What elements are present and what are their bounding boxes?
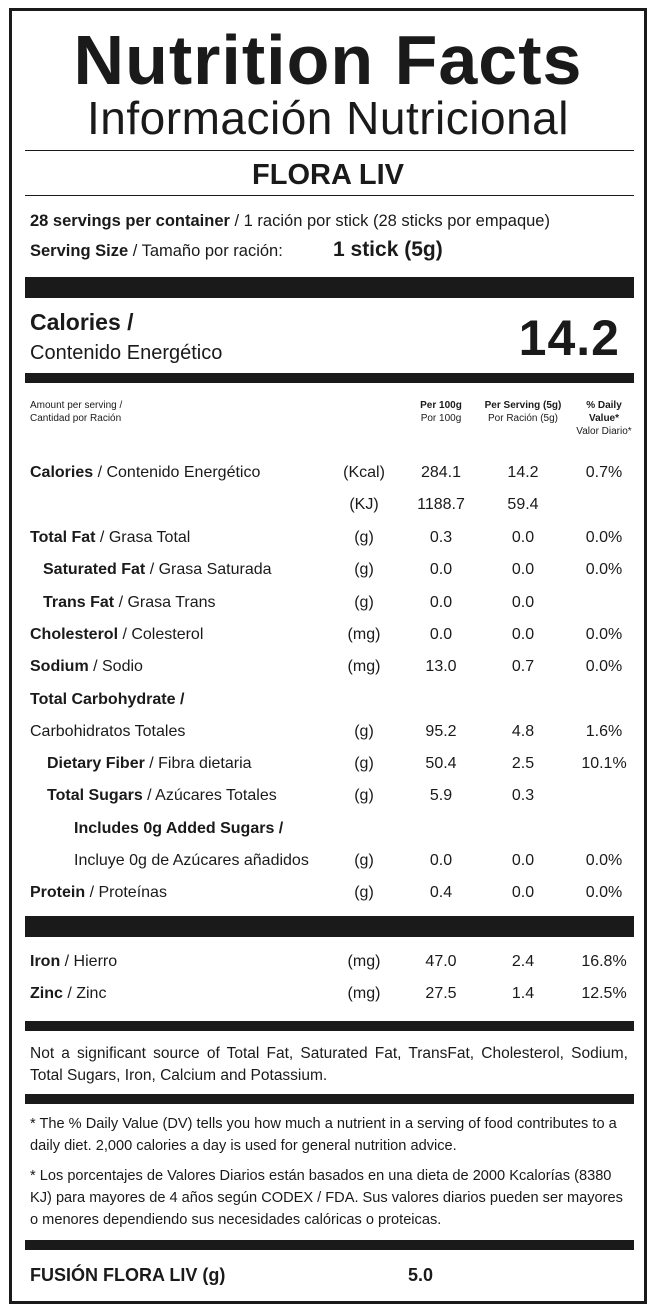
servings-per-container-es: / 1 ración por stick (28 sticks por empaque) <box>229 212 550 230</box>
per-serving-value: 0.0 <box>511 561 535 578</box>
daily-value-header-es: Valor Diario* <box>576 426 632 437</box>
nutrient-name-en: Includes 0g Added Sugars / <box>74 820 284 837</box>
nutrient-name-es: / Proteínas <box>85 884 167 901</box>
nutrient-row <box>12 526 644 550</box>
thick-bar <box>25 277 634 298</box>
nutrient-name <box>30 982 106 1006</box>
daily-value: 1.6% <box>585 723 623 740</box>
nutrient-name <box>30 881 167 905</box>
per-100g-value: 0.0 <box>429 626 453 643</box>
daily-value-header-en2: Value* <box>588 413 620 424</box>
nutrient-name-en: Trans Fat <box>43 594 115 611</box>
nutrient-name <box>30 461 260 485</box>
daily-value: 10.1% <box>581 755 627 772</box>
nutrient-unit: (g) <box>354 787 374 804</box>
footnote-es: * Los porcentajes de Valores Diarios están basados en una dieta de 2000 Kcalorías (8380 KJ) para mayores de 4 años según CODEX / FDA. Sus valores diarios pueden ser mayores o menores dependiendo sus necesidades calóricas o proteicas. <box>30 1168 623 1228</box>
amount-header-es: Cantidad por Ración <box>30 413 122 424</box>
medium-bar <box>25 1021 634 1031</box>
per-100g-value: 0.4 <box>429 884 453 901</box>
nutrient-row <box>12 881 644 905</box>
nutrient-row <box>12 817 644 841</box>
per-100g-header <box>400 399 482 425</box>
nutrient-name-es: / Hierro <box>60 953 118 970</box>
servings-per-container-en: 28 servings per container <box>30 212 230 230</box>
nutrient-name-en: Total Carbohydrate / <box>30 691 185 708</box>
nutrient-row <box>12 982 644 1006</box>
per-serving-value: 0.0 <box>511 852 535 869</box>
thick-bar <box>25 916 634 937</box>
daily-value: 0.7% <box>585 464 623 481</box>
per-serving-value: 0.0 <box>511 884 535 901</box>
medium-bar <box>25 1094 634 1104</box>
per-serving-value: 2.5 <box>511 755 535 772</box>
nutrient-name-en: Calories <box>30 464 94 481</box>
per-serving-value: 0.0 <box>511 594 535 611</box>
daily-value: 16.8% <box>581 953 627 970</box>
nutrient-name-es: / Fibra dietaria <box>144 755 252 772</box>
nutrient-name-en: Total Sugars <box>47 787 143 804</box>
nutrient-unit: (g) <box>354 561 374 578</box>
daily-value-header <box>564 399 644 438</box>
fusion-label: FUSIÓN FLORA LIV (g) <box>30 1265 226 1285</box>
nutrient-row <box>12 784 644 808</box>
nutrition-label <box>9 8 647 1304</box>
nutrient-name-es: / Grasa Total <box>95 529 191 546</box>
nutrient-name-en: Total Fat <box>30 529 96 546</box>
nutrient-name <box>30 688 184 712</box>
nutrient-name-es: / Contenido Energético <box>93 464 261 481</box>
per-serving-value: 4.8 <box>511 723 535 740</box>
per-serving-value: 14.2 <box>507 464 539 481</box>
nutrient-name-es: / Grasa Trans <box>114 594 216 611</box>
daily-value: 0.0% <box>585 626 623 643</box>
nutrient-name-es: / Colesterol <box>118 626 204 643</box>
per-100g-value: 284.1 <box>420 464 462 481</box>
nutrient-name-en: Protein <box>30 884 86 901</box>
nutrient-name <box>47 752 252 776</box>
per-100g-value: 95.2 <box>425 723 457 740</box>
nutrient-row <box>12 623 644 647</box>
nutrient-row <box>12 688 644 712</box>
nutrient-row <box>12 950 644 974</box>
nutrient-name <box>30 655 143 679</box>
per-100g-value: 50.4 <box>425 755 457 772</box>
medium-bar <box>25 1240 634 1250</box>
nutrient-unit: (g) <box>354 594 374 611</box>
nutrient-row <box>12 655 644 679</box>
nutrient-unit: (KJ) <box>349 496 379 513</box>
nutrient-name-es: / Sodio <box>88 658 143 675</box>
nutrient-unit: (g) <box>354 529 374 546</box>
nutrient-row <box>12 493 644 517</box>
nutrient-name <box>30 526 190 550</box>
per-serving-value: 0.7 <box>511 658 535 675</box>
nutrient-name-es: Incluye 0g de Azúcares añadidos <box>74 852 309 869</box>
nutrient-unit: (mg) <box>347 953 381 970</box>
nutrient-row <box>12 849 644 873</box>
nutrient-name <box>43 558 272 582</box>
nutrient-name <box>30 623 203 647</box>
fusion-value: 5.0 <box>408 1265 434 1285</box>
product-name: FLORA LIV <box>252 159 404 191</box>
per-serving-header-es: Por Ración (5g) <box>487 413 559 424</box>
nutrient-name-es: Carbohidratos Totales <box>30 723 186 740</box>
nutrient-name-en: Dietary Fiber <box>47 755 145 772</box>
per-serving-value: 0.3 <box>511 787 535 804</box>
per-100g-value: 0.3 <box>429 529 453 546</box>
serving-size <box>30 243 283 260</box>
nutrient-name-en: Zinc <box>30 985 63 1002</box>
per-100g-value: 5.9 <box>429 787 453 804</box>
per-serving-value: 0.0 <box>511 529 535 546</box>
calories-value: 14.2 <box>518 310 620 366</box>
daily-value: 12.5% <box>581 985 627 1002</box>
nutrient-unit: (Kcal) <box>343 464 385 481</box>
per-100g-value: 1188.7 <box>417 496 465 513</box>
amount-header-en: Amount per serving / <box>30 400 123 411</box>
title-es: Información Nutricional <box>87 92 569 144</box>
serving-size-label: Serving Size <box>30 242 129 260</box>
daily-value: 0.0% <box>585 852 623 869</box>
nutrient-name-es: / Grasa Saturada <box>145 561 272 578</box>
per-100g-value: 13.0 <box>425 658 457 675</box>
serving-size-value: 1 stick (5g) <box>333 238 443 261</box>
per-100g-header-es: Por 100g <box>420 413 462 424</box>
daily-value: 0.0% <box>585 529 623 546</box>
nutrient-row <box>12 720 644 744</box>
per-serving-header <box>480 399 566 425</box>
nutrient-name <box>43 591 216 615</box>
per-100g-value: 0.0 <box>429 852 453 869</box>
daily-value-header-en1: % Daily <box>586 400 622 411</box>
nutrient-name-en: Sodium <box>30 658 89 675</box>
per-100g-value: 27.5 <box>425 985 457 1002</box>
nutrient-name <box>74 817 283 841</box>
per-100g-value: 0.0 <box>429 594 453 611</box>
nutrient-unit: (g) <box>354 723 374 740</box>
servings-per-container <box>30 213 550 230</box>
nutrient-name <box>47 784 277 808</box>
nutrient-row <box>12 558 644 582</box>
footnote-en: * The % Daily Value (DV) tells you how much a nutrient in a serving of food contributes to a daily diet. 2,000 calories a day is used for general nutrition advice. <box>30 1116 617 1154</box>
per-100g-value: 0.0 <box>429 561 453 578</box>
nutrient-name <box>30 720 185 744</box>
medium-bar <box>25 373 634 383</box>
per-100g-value: 47.0 <box>425 953 457 970</box>
calories-label-es: Contenido Energético <box>30 342 223 364</box>
nutrient-name-en: Iron <box>30 953 61 970</box>
nutrient-name-es: / Azúcares Totales <box>142 787 277 804</box>
daily-value: 0.0% <box>585 561 623 578</box>
nutrient-row <box>12 461 644 485</box>
nutrient-name <box>30 950 117 974</box>
divider <box>25 150 634 151</box>
nutrient-unit: (mg) <box>347 626 381 643</box>
nutrient-name <box>74 849 309 873</box>
nutrient-unit: (g) <box>354 884 374 901</box>
amount-per-serving-header <box>30 399 122 425</box>
nutrient-unit: (mg) <box>347 985 381 1002</box>
serving-size-label-es: / Tamaño por ración: <box>128 242 283 260</box>
per-serving-value: 59.4 <box>507 496 539 513</box>
nutrient-row <box>12 752 644 776</box>
nutrient-name-en: Cholesterol <box>30 626 119 643</box>
nutrient-name-en: Saturated Fat <box>43 561 146 578</box>
per-serving-value: 1.4 <box>511 985 535 1002</box>
divider <box>25 195 634 196</box>
daily-value: 0.0% <box>585 884 623 901</box>
nutrient-name-es: / Zinc <box>62 985 107 1002</box>
title-en: Nutrition Facts <box>73 21 583 99</box>
daily-value: 0.0% <box>585 658 623 675</box>
per-serving-value: 0.0 <box>511 626 535 643</box>
nutrient-unit: (mg) <box>347 658 381 675</box>
per-100g-header-en: Per 100g <box>420 400 462 411</box>
nutrient-unit: (g) <box>354 755 374 772</box>
per-serving-value: 2.4 <box>511 953 535 970</box>
nutrient-unit: (g) <box>354 852 374 869</box>
nutrient-row <box>12 591 644 615</box>
not-significant-note: Not a significant source of Total Fat, Saturated Fat, TransFat, Cholesterol, Sodium, Total Sugars, Iron, Calcium and Potassium. <box>30 1045 628 1084</box>
calories-label-en: Calories / <box>30 309 134 335</box>
per-serving-header-en: Per Serving (5g) <box>484 400 562 411</box>
